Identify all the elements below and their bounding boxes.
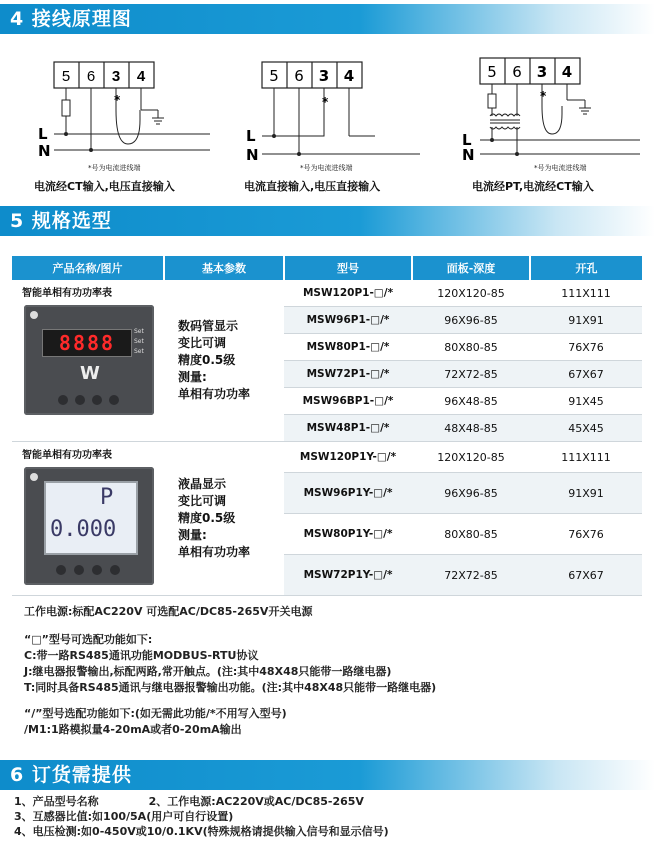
model-cell: MSW96P1Y-□/* (284, 473, 412, 514)
box-options-title: “□”型号可选配功能如下: (24, 633, 153, 646)
param-line: 液晶显示 (178, 477, 227, 491)
order-item: 2、工作电源:AC220V或AC/DC85-265V (148, 795, 364, 808)
panel-cell: 120X120-85 (412, 280, 530, 307)
terminal-label: 4 (343, 67, 355, 85)
brand-logo-icon (30, 473, 38, 481)
product-name: 智能单相有功功率表 (22, 288, 112, 299)
param-line: 单相有功功率 (178, 387, 251, 401)
column-header: 型号 (284, 256, 412, 280)
box-options (24, 632, 436, 696)
panel-cell: 96X48-85 (412, 388, 530, 415)
section-4-header (0, 4, 655, 34)
param-line: 测量: (178, 528, 207, 542)
panel-cell: 80X80-85 (412, 514, 530, 555)
terminal-label: 3 (111, 68, 121, 85)
column-header: 面板-深度 (412, 256, 530, 280)
model-cell: MSW96BP1-□/* (284, 388, 412, 415)
product-cell (12, 280, 164, 442)
hole-cell: 91X91 (530, 307, 642, 334)
terminal-label: 3 (536, 63, 548, 81)
hole-cell: 67X67 (530, 555, 642, 596)
meter-button (74, 565, 84, 575)
meter-button (75, 395, 85, 405)
star-mark: * (322, 95, 329, 109)
panel-cell: 96X96-85 (412, 473, 530, 514)
terminal-label: 4 (136, 68, 146, 85)
section-5-title: 5 规格选型 (10, 210, 112, 232)
diagram-caption: 电流经CT输入,电压直接输入 (34, 180, 175, 193)
terminal-label: 6 (512, 63, 522, 81)
params-cell (164, 280, 284, 442)
model-cell: MSW80P1-□/* (284, 334, 412, 361)
column-header: 基本参数 (164, 256, 284, 280)
meter-button (109, 395, 119, 405)
param-line: 单相有功功率 (178, 545, 251, 559)
product-name: 智能单相有功功率表 (22, 450, 112, 461)
section-6-header (0, 760, 655, 790)
order-info (14, 794, 389, 839)
led-digits: 8888 (58, 331, 116, 355)
param-line: 数码管显示 (178, 319, 239, 333)
model-cell: MSW72P1Y-□/* (284, 555, 412, 596)
spec-table (12, 256, 642, 596)
param-line: 精度0.5级 (178, 511, 236, 525)
led-display (42, 329, 132, 357)
panel-cell: 120X120-85 (412, 442, 530, 473)
order-item-row (14, 794, 389, 809)
brand-logo-icon (30, 311, 38, 319)
model-cell: MSW72P1-□/* (284, 361, 412, 388)
hole-cell: 91X91 (530, 473, 642, 514)
box-option-item: C:带一路RS485通讯功能MODBUS-RTU协议 (24, 649, 259, 662)
unit-label: W (80, 363, 100, 384)
terminal-label: 6 (86, 68, 96, 85)
order-item: 1、产品型号名称 (14, 795, 99, 808)
model-cell: MSW80P1Y-□/* (284, 514, 412, 555)
meter-buttons (56, 565, 122, 575)
column-header: 产品名称/图片 (12, 256, 164, 280)
hole-cell: 91X45 (530, 388, 642, 415)
line-N-label: N (462, 146, 475, 164)
hole-cell: 111X111 (530, 442, 642, 473)
terminal-label: 6 (294, 67, 304, 85)
box-option-item: J:继电器报警输出,标配两路,常开触点。(注:其中48X48只能带一路继电器) (24, 665, 392, 678)
star-note: *号为电流进线端 (88, 164, 141, 172)
model-cell: MSW120P1-□/* (284, 280, 412, 307)
terminal-label: 5 (269, 67, 279, 85)
slash-options-title: “/”型号选配功能如下:(如无需此功能/*不用写入型号) (24, 707, 287, 720)
lcd-value: 0.000 (50, 517, 117, 542)
hole-cell: 111X111 (530, 280, 642, 307)
param-line: 精度0.5级 (178, 353, 236, 367)
line-N-label: N (38, 142, 51, 160)
hole-cell: 76X76 (530, 514, 642, 555)
panel-cell: 48X48-85 (412, 415, 530, 442)
line-L-label: L (38, 125, 48, 143)
hole-cell: 76X76 (530, 334, 642, 361)
terminal-label: 3 (318, 67, 330, 85)
slash-option-item: /M1:1路模拟量4-20mA或者0-20mA输出 (24, 723, 242, 736)
indicator-label: Set (134, 328, 144, 335)
panel-cell: 96X96-85 (412, 307, 530, 334)
diagram-caption: 电流直接输入,电压直接输入 (244, 180, 381, 193)
order-item: 3、互感器比值:如100/5A(用户可自行设置) (14, 810, 234, 823)
spec-table-header-row (12, 256, 642, 280)
product-cell (12, 442, 164, 596)
indicator-label: Set (134, 338, 144, 345)
indicator-label: Set (134, 348, 144, 355)
wiring-diagram-ct-drawing (30, 50, 230, 175)
meter-button (56, 565, 66, 575)
diagram-caption: 电流经PT,电流经CT输入 (472, 180, 594, 193)
meter-button (58, 395, 68, 405)
table-row (12, 442, 642, 473)
line-L-label: L (462, 131, 472, 149)
table-row (12, 280, 642, 307)
star-mark: * (540, 89, 547, 103)
meter-buttons (58, 395, 120, 405)
power-note: 工作电源:标配AC220V 可选配AC/DC85-265V开关电源 (24, 605, 313, 618)
indicator-labels (134, 327, 144, 357)
model-cell: MSW96P1-□/* (284, 307, 412, 334)
meter-button (92, 565, 102, 575)
terminal-label: 4 (561, 63, 573, 81)
param-line: 测量: (178, 370, 207, 384)
wiring-diagram-ct (30, 50, 230, 195)
section-5-header (0, 206, 655, 236)
wiring-diagram-pt-ct (450, 50, 650, 195)
wiring-diagram-direct-drawing (240, 50, 440, 175)
params-cell (164, 442, 284, 596)
line-N-label: N (246, 146, 259, 164)
column-header: 开孔 (530, 256, 642, 280)
hole-cell: 67X67 (530, 361, 642, 388)
panel-cell: 72X72-85 (412, 361, 530, 388)
meter-button (92, 395, 102, 405)
model-cell: MSW48P1-□/* (284, 415, 412, 442)
terminal-label: 5 (61, 68, 71, 85)
star-mark: * (114, 93, 121, 107)
panel-cell: 80X80-85 (412, 334, 530, 361)
lcd-symbol: P (100, 485, 114, 510)
slash-options (24, 706, 287, 738)
line-L-label: L (246, 127, 256, 145)
box-option-item: T:同时具备RS485通讯与继电器报警输出功能。(注:其中48X48只能带一路继电器) (24, 681, 437, 694)
section-4-title: 4 接线原理图 (10, 8, 132, 30)
panel-cell: 72X72-85 (412, 555, 530, 596)
wiring-diagram-pt-ct-drawing (450, 50, 650, 175)
order-item: 4、电压检测:如0-450V或10/0.1KV(特殊规格请提供输入信号和显示信号) (14, 825, 389, 838)
hole-cell: 45X45 (530, 415, 642, 442)
param-line: 变比可调 (178, 336, 227, 350)
meter-button (110, 565, 120, 575)
lcd-display (44, 481, 138, 555)
terminal-label: 5 (487, 63, 497, 81)
led-meter-image (24, 305, 154, 415)
star-note: *号为电流进线端 (534, 164, 587, 172)
wiring-diagram-direct (240, 50, 440, 195)
section-6-title: 6 订货需提供 (10, 764, 132, 786)
lcd-meter-image (24, 467, 154, 585)
star-note: *号为电流进线端 (300, 164, 353, 172)
param-line: 变比可调 (178, 494, 227, 508)
model-cell: MSW120P1Y-□/* (284, 442, 412, 473)
